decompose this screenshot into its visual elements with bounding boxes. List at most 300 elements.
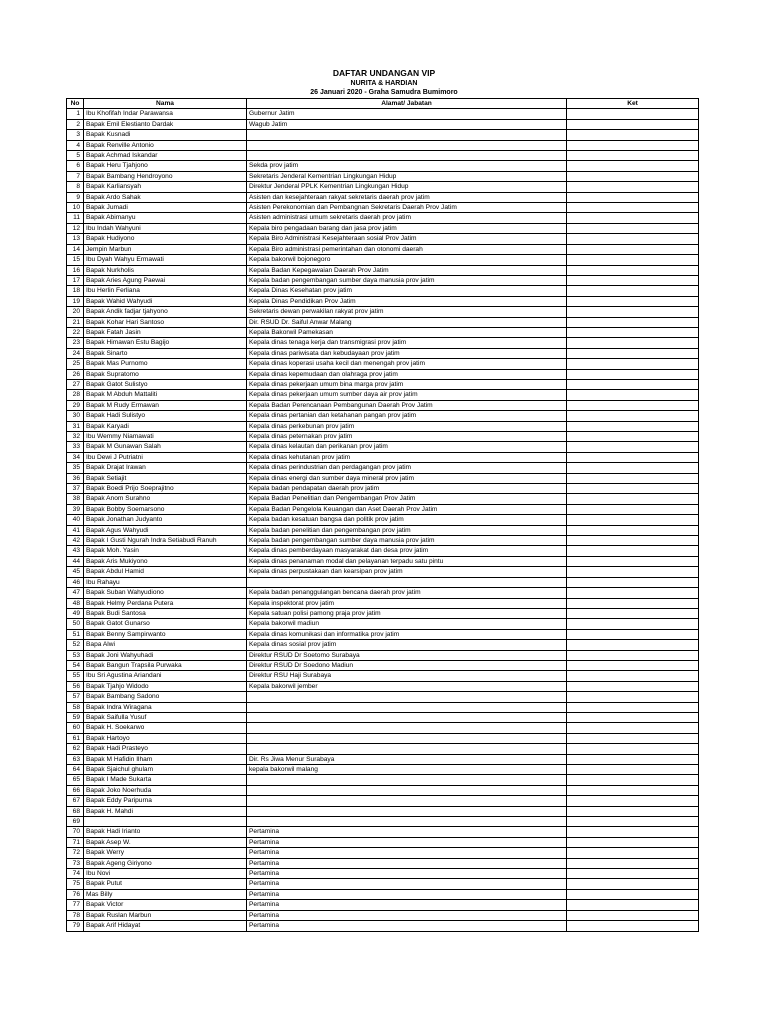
table-row	[67, 567, 699, 577]
guest-list-table	[66, 98, 699, 932]
cell-nama: Bapak H. Soekarwo	[84, 723, 247, 733]
cell-nama: Bapak Werry	[84, 848, 247, 858]
cell-no: 76	[67, 889, 84, 899]
table-row	[67, 463, 699, 473]
cell-alamat: Kepala dinas sosial prov jatim	[247, 640, 567, 650]
cell-ket	[567, 660, 699, 670]
cell-nama: Bapak Helmy Perdana Putera	[84, 598, 247, 608]
table-row	[67, 858, 699, 868]
cell-alamat: Pertamina	[247, 827, 567, 837]
table-row	[67, 796, 699, 806]
cell-alamat: Kepala Dinas Pendidikan Prov Jatim	[247, 296, 567, 306]
cell-ket	[567, 775, 699, 785]
table-row	[67, 286, 699, 296]
table-row	[67, 765, 699, 775]
cell-ket	[567, 546, 699, 556]
cell-no: 20	[67, 307, 84, 317]
cell-nama: Bapak M Rudy Ermawan	[84, 400, 247, 410]
cell-ket	[567, 421, 699, 431]
cell-no: 71	[67, 837, 84, 847]
cell-nama: Bapak Hudiyono	[84, 234, 247, 244]
cell-ket	[567, 733, 699, 743]
cell-nama: Ibu Herlin Ferliana	[84, 286, 247, 296]
cell-no: 75	[67, 879, 84, 889]
cell-nama: Bapak Renville Antonio	[84, 140, 247, 150]
cell-nama: Bapak Putut	[84, 879, 247, 889]
cell-alamat: Kepala dinas perindustrian dan perdagangan prov jatim	[247, 463, 567, 473]
cell-alamat	[247, 577, 567, 587]
cell-nama: Bapak Arif Hidayat	[84, 921, 247, 931]
table-row	[67, 525, 699, 535]
cell-no: 2	[67, 119, 84, 129]
cell-alamat: Kepala dinas kelautan dan perikanan prov jatim	[247, 442, 567, 452]
cell-alamat: Pertamina	[247, 921, 567, 931]
cell-no: 66	[67, 785, 84, 795]
column-header-nama: Nama	[84, 99, 247, 109]
cell-no: 64	[67, 765, 84, 775]
cell-alamat: Kepala badan penanggulangan bencana daerah prov jatim	[247, 588, 567, 598]
cell-alamat: Sekretaris dewan perwakilan rakyat prov jatim	[247, 307, 567, 317]
cell-ket	[567, 255, 699, 265]
table-row	[67, 910, 699, 920]
cell-nama: Bapak M Hafidin Ilham	[84, 754, 247, 764]
cell-nama: Bapak I Gusti Ngurah Indra Setiabudi Ranuh	[84, 536, 247, 546]
cell-ket	[567, 411, 699, 421]
cell-no: 78	[67, 910, 84, 920]
cell-ket	[567, 889, 699, 899]
cell-alamat: Kepala dinas perkebunan prov jatim	[247, 421, 567, 431]
cell-nama: Mas Billy	[84, 889, 247, 899]
cell-nama: Bapak Asep W.	[84, 837, 247, 847]
cell-ket	[567, 275, 699, 285]
cell-nama: Bapak Wahid Wahyudi	[84, 296, 247, 306]
table-row	[67, 255, 699, 265]
cell-alamat: Kepala Badan Pengelola Keuangan dan Aset Daerah Prov Jatim	[247, 504, 567, 514]
table-row	[67, 296, 699, 306]
cell-nama: Bapak Jumadi	[84, 203, 247, 213]
table-row	[67, 379, 699, 389]
cell-alamat: Kepala Badan Penelitian dan Pengembangan Prov Jatim	[247, 494, 567, 504]
cell-ket	[567, 442, 699, 452]
cell-no: 19	[67, 296, 84, 306]
cell-ket	[567, 348, 699, 358]
cell-nama: Bapak Abdul Hamid	[84, 567, 247, 577]
cell-no: 39	[67, 504, 84, 514]
cell-no: 65	[67, 775, 84, 785]
document-title: DAFTAR UNDANGAN VIP	[332, 68, 436, 78]
cell-no: 29	[67, 400, 84, 410]
table-row	[67, 806, 699, 816]
cell-alamat: Pertamina	[247, 900, 567, 910]
cell-ket	[567, 494, 699, 504]
cell-alamat: Kepala Bakorwil Pamekasan	[247, 327, 567, 337]
table-row	[67, 848, 699, 858]
cell-ket	[567, 879, 699, 889]
table-row	[67, 546, 699, 556]
cell-nama: Bapak Supratomo	[84, 369, 247, 379]
cell-alamat: Kepala Badan Perencanaan Pembangunan Daerah Prov Jatim	[247, 400, 567, 410]
cell-alamat: Pertamina	[247, 879, 567, 889]
cell-no: 72	[67, 848, 84, 858]
cell-alamat	[247, 712, 567, 722]
cell-nama: Bapak Tjahjo Widodo	[84, 681, 247, 691]
table-row	[67, 223, 699, 233]
table-row	[67, 171, 699, 181]
table-row	[67, 827, 699, 837]
cell-nama: Bapak Kohar Hari Santoso	[84, 317, 247, 327]
cell-ket	[567, 192, 699, 202]
cell-alamat	[247, 806, 567, 816]
cell-no: 70	[67, 827, 84, 837]
cell-ket	[567, 556, 699, 566]
cell-no: 56	[67, 681, 84, 691]
cell-alamat	[247, 151, 567, 161]
cell-ket	[567, 744, 699, 754]
table-row	[67, 588, 699, 598]
cell-ket	[567, 525, 699, 535]
table-row	[67, 140, 699, 150]
cell-alamat: Gubernur Jatim	[247, 109, 567, 119]
cell-alamat	[247, 817, 567, 827]
cell-no: 18	[67, 286, 84, 296]
cell-no: 42	[67, 536, 84, 546]
cell-no: 7	[67, 171, 84, 181]
cell-alamat: Kepala dinas peternakan prov jatim	[247, 432, 567, 442]
cell-ket	[567, 265, 699, 275]
table-row	[67, 348, 699, 358]
cell-alamat: Kepala biro pengadaan barang dan jasa prov jatim	[247, 223, 567, 233]
table-row	[67, 359, 699, 369]
cell-no: 50	[67, 619, 84, 629]
cell-ket	[567, 307, 699, 317]
cell-no: 4	[67, 140, 84, 150]
cell-nama: Bapak Ardo Sahak	[84, 192, 247, 202]
cell-ket	[567, 359, 699, 369]
cell-ket	[567, 286, 699, 296]
cell-alamat: Kepala dinas perpustakaan dan kearsipan prov jatim	[247, 567, 567, 577]
table-row	[67, 733, 699, 743]
cell-alamat	[247, 723, 567, 733]
table-row	[67, 151, 699, 161]
cell-ket	[567, 619, 699, 629]
cell-nama: Bapak Hartoyo	[84, 733, 247, 743]
cell-ket	[567, 702, 699, 712]
cell-no: 68	[67, 806, 84, 816]
cell-nama: Bapak Achmad Iskandar	[84, 151, 247, 161]
cell-ket	[567, 567, 699, 577]
cell-ket	[567, 588, 699, 598]
cell-alamat	[247, 744, 567, 754]
cell-no: 15	[67, 255, 84, 265]
cell-no: 45	[67, 567, 84, 577]
cell-alamat: Kepala dinas kepemudaan dan olahraga prov jatim	[247, 369, 567, 379]
cell-alamat: Asisten administrasi umum sekretaris daerah prov jatim	[247, 213, 567, 223]
cell-nama: Bapak H. Mahdi	[84, 806, 247, 816]
cell-nama: Bapak Gatot Sulistyo	[84, 379, 247, 389]
table-row	[67, 317, 699, 327]
cell-no: 16	[67, 265, 84, 275]
table-row	[67, 536, 699, 546]
cell-no: 3	[67, 130, 84, 140]
cell-ket	[567, 640, 699, 650]
cell-no: 79	[67, 921, 84, 931]
cell-nama: Bapak Fatah Jasin	[84, 327, 247, 337]
cell-alamat: Kepala Biro administrasi pemerintahan dan otonomi daerah	[247, 244, 567, 254]
cell-ket	[567, 473, 699, 483]
cell-ket	[567, 203, 699, 213]
cell-alamat: Kepala dinas energi dan sumber daya mineral prov jatim	[247, 473, 567, 483]
cell-no: 32	[67, 432, 84, 442]
cell-ket	[567, 296, 699, 306]
cell-nama: Bapak Jonathan Judyanto	[84, 515, 247, 525]
cell-no: 58	[67, 702, 84, 712]
cell-nama: Bapak Agus Wahyudi	[84, 525, 247, 535]
cell-no: 12	[67, 223, 84, 233]
table-row	[67, 785, 699, 795]
cell-ket	[567, 921, 699, 931]
cell-ket	[567, 723, 699, 733]
cell-nama: Bapak Emil Elestianto Dardak	[84, 119, 247, 129]
cell-ket	[567, 317, 699, 327]
cell-alamat: Kepala dinas penanaman modal dan pelayanan terpadu satu pintu	[247, 556, 567, 566]
cell-ket	[567, 151, 699, 161]
cell-alamat	[247, 785, 567, 795]
cell-alamat: Wagub Jatim	[247, 119, 567, 129]
cell-ket	[567, 827, 699, 837]
cell-ket	[567, 213, 699, 223]
table-row	[67, 692, 699, 702]
cell-nama: Bapak Moh. Yasin	[84, 546, 247, 556]
document-date-venue: 26 Januari 2020 - Graha Samudra Bumimoro	[310, 89, 458, 96]
cell-ket	[567, 598, 699, 608]
cell-no: 21	[67, 317, 84, 327]
table-row	[67, 702, 699, 712]
cell-ket	[567, 140, 699, 150]
table-row	[67, 327, 699, 337]
cell-alamat: Kepala bakorwil madiun	[247, 619, 567, 629]
cell-alamat: Kepala dinas komunikasi dan informatika prov jatim	[247, 629, 567, 639]
document-subtitle: NURITA & HARDIAN	[350, 80, 418, 87]
cell-no: 13	[67, 234, 84, 244]
cell-ket	[567, 504, 699, 514]
cell-nama: Bapak Abimanyu	[84, 213, 247, 223]
cell-no: 69	[67, 817, 84, 827]
cell-ket	[567, 223, 699, 233]
table-row	[67, 681, 699, 691]
cell-alamat: Kepala Badan Kepegawaian Daerah Prov Jatim	[247, 265, 567, 275]
cell-no: 52	[67, 640, 84, 650]
cell-no: 61	[67, 733, 84, 743]
cell-no: 46	[67, 577, 84, 587]
cell-nama: Bapak Bobby Soemarsono	[84, 504, 247, 514]
cell-nama: Bapak Sjaichul ghulam	[84, 765, 247, 775]
cell-ket	[567, 390, 699, 400]
cell-ket	[567, 796, 699, 806]
cell-nama: Bapak Ruslan Marbun	[84, 910, 247, 920]
cell-nama: Bapak Eddy Paripurna	[84, 796, 247, 806]
cell-no: 30	[67, 411, 84, 421]
cell-alamat: Kepala Biro Administrasi Kesejahteraan sosial Prov Jatim	[247, 234, 567, 244]
table-row	[67, 182, 699, 192]
cell-no: 49	[67, 608, 84, 618]
cell-no: 74	[67, 869, 84, 879]
cell-ket	[567, 119, 699, 129]
cell-nama: Bapak Saifulla Yusuf	[84, 712, 247, 722]
table-row	[67, 879, 699, 889]
cell-no: 34	[67, 452, 84, 462]
cell-ket	[567, 130, 699, 140]
table-row	[67, 369, 699, 379]
table-row	[67, 900, 699, 910]
table-row	[67, 421, 699, 431]
cell-alamat	[247, 702, 567, 712]
table-row	[67, 452, 699, 462]
cell-no: 55	[67, 671, 84, 681]
cell-no: 33	[67, 442, 84, 452]
cell-alamat	[247, 130, 567, 140]
cell-ket	[567, 327, 699, 337]
cell-nama: Bapak Victor	[84, 900, 247, 910]
table-row	[67, 556, 699, 566]
table-row	[67, 400, 699, 410]
cell-ket	[567, 182, 699, 192]
cell-ket	[567, 463, 699, 473]
cell-alamat: Pertamina	[247, 837, 567, 847]
cell-ket	[567, 369, 699, 379]
cell-alamat: Kepala dinas kehutanan prov jatim	[247, 452, 567, 462]
cell-no: 1	[67, 109, 84, 119]
table-row	[67, 671, 699, 681]
cell-nama: Bapak Himawan Estu Bagijo	[84, 338, 247, 348]
cell-no: 25	[67, 359, 84, 369]
cell-nama: Bapak Joni Wahyuhadi	[84, 650, 247, 660]
table-row	[67, 244, 699, 254]
table-row	[67, 119, 699, 129]
cell-alamat: kepala bakorwil malang	[247, 765, 567, 775]
cell-no: 17	[67, 275, 84, 285]
cell-no: 23	[67, 338, 84, 348]
cell-no: 62	[67, 744, 84, 754]
cell-nama: Bapak Indra Wiragana	[84, 702, 247, 712]
cell-ket	[567, 910, 699, 920]
cell-ket	[567, 806, 699, 816]
table-row	[67, 754, 699, 764]
cell-no: 22	[67, 327, 84, 337]
cell-nama: Ibu Sri Agustina Ariandani	[84, 671, 247, 681]
cell-nama: Bapak Aries Agung Paewai	[84, 275, 247, 285]
table-row	[67, 411, 699, 421]
cell-ket	[567, 608, 699, 618]
cell-ket	[567, 869, 699, 879]
cell-ket	[567, 109, 699, 119]
cell-ket	[567, 754, 699, 764]
cell-nama: Bapak Gatot Gunarso	[84, 619, 247, 629]
cell-nama: Bapak Hadi Irianto	[84, 827, 247, 837]
cell-no: 6	[67, 161, 84, 171]
cell-nama: Bapak M Gunawan Salah	[84, 442, 247, 452]
cell-alamat: Pertamina	[247, 848, 567, 858]
cell-alamat: Dir. Rs Jiwa Menur Surabaya	[247, 754, 567, 764]
table-row	[67, 577, 699, 587]
cell-no: 40	[67, 515, 84, 525]
cell-nama: Bapak M Abduh Mattaliti	[84, 390, 247, 400]
table-row	[67, 130, 699, 140]
cell-ket	[567, 338, 699, 348]
cell-alamat: Kepala badan penelitian dan pengembangan prov jatim	[247, 525, 567, 535]
cell-alamat: Kepala dinas tenaga kerja dan transmigrasi prov jatim	[247, 338, 567, 348]
cell-nama: Bapak Boedi Prijo Soeprajitno	[84, 484, 247, 494]
cell-alamat	[247, 796, 567, 806]
cell-nama: Bapak Budi Santosa	[84, 608, 247, 618]
cell-no: 54	[67, 660, 84, 670]
cell-ket	[567, 900, 699, 910]
cell-ket	[567, 817, 699, 827]
cell-alamat: Direktur RSUD Dr Soedono Madiun	[247, 660, 567, 670]
cell-alamat	[247, 775, 567, 785]
column-header-ket: Ket	[567, 99, 699, 109]
cell-no: 59	[67, 712, 84, 722]
cell-nama: Bapak Suban Wahyudiono	[84, 588, 247, 598]
cell-ket	[567, 379, 699, 389]
table-row	[67, 869, 699, 879]
cell-nama: Bapak Mas Purnomo	[84, 359, 247, 369]
cell-no: 77	[67, 900, 84, 910]
table-row	[67, 504, 699, 514]
cell-ket	[567, 234, 699, 244]
cell-nama	[84, 817, 247, 827]
cell-ket	[567, 765, 699, 775]
cell-ket	[567, 785, 699, 795]
table-row	[67, 817, 699, 827]
table-row	[67, 608, 699, 618]
cell-alamat: Direktur RSU Haji Surabaya	[247, 671, 567, 681]
cell-nama: Bapak Benny Sampirwanto	[84, 629, 247, 639]
cell-no: 53	[67, 650, 84, 660]
cell-nama: Ibu Dyah Wahyu Ermawati	[84, 255, 247, 265]
cell-nama: Ibu Dewi J Putriatni	[84, 452, 247, 462]
cell-ket	[567, 171, 699, 181]
table-row	[67, 650, 699, 660]
cell-no: 28	[67, 390, 84, 400]
cell-alamat: Kepala dinas pekerjaan umum sumber daya air prov jatim	[247, 390, 567, 400]
cell-no: 73	[67, 858, 84, 868]
cell-alamat	[247, 733, 567, 743]
column-header-no: No	[67, 99, 84, 109]
table-row	[67, 660, 699, 670]
table-row	[67, 494, 699, 504]
cell-nama: Bapak Joko Noerhuda	[84, 785, 247, 795]
table-row	[67, 213, 699, 223]
cell-alamat: Kepala dinas pekerjaan umum bina marga prov jatim	[247, 379, 567, 389]
cell-nama: Bapak Drajat Irawan	[84, 463, 247, 473]
table-row	[67, 712, 699, 722]
table-row	[67, 432, 699, 442]
table-row	[67, 837, 699, 847]
cell-ket	[567, 432, 699, 442]
cell-ket	[567, 629, 699, 639]
cell-ket	[567, 515, 699, 525]
cell-nama: Bapak Karyadi	[84, 421, 247, 431]
cell-nama: Bapak Kusnadi	[84, 130, 247, 140]
cell-alamat: Pertamina	[247, 910, 567, 920]
table-header-row	[67, 99, 699, 109]
cell-alamat: Kepala badan pendapatan daerah prov jatim	[247, 484, 567, 494]
cell-nama: Ibu Wemmy Niamawati	[84, 432, 247, 442]
cell-alamat: Kepala badan kesatuan bangsa dan politik prov jatim	[247, 515, 567, 525]
table-row	[67, 619, 699, 629]
table-row	[67, 473, 699, 483]
cell-no: 51	[67, 629, 84, 639]
